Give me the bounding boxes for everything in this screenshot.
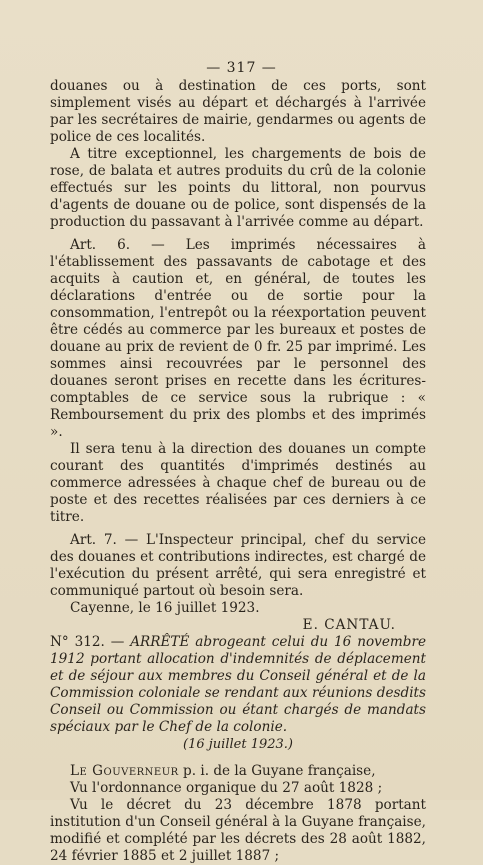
page-number: — 317 —	[206, 60, 277, 76]
paragraph-compte-courant: Il sera tenu à la direction des douanes un compte courant des quantités d'imprimés destinés au commerce adressées à chaque chef de bureau ou de poste et des recettes réalisées par ces derniers à ce titre.	[50, 441, 426, 525]
preamble-vu-decret: Vu le décret du 23 décembre 1878 portant institution d'un Conseil général à la Guyane française, modifié et complété par les décrets des 28 août 1882, 24 février 1885 et 2 juillet 1887 ;	[50, 797, 426, 864]
decree-heading	[50, 634, 426, 736]
signature: E. CANTAU.	[302, 617, 396, 633]
dateline: Cayenne, le 16 juillet 1923.	[70, 600, 260, 616]
decree-number: N° 312. —	[50, 634, 125, 650]
text-body	[50, 78, 426, 865]
paragraph-exception: A titre exceptionnel, les chargements de bois de rose, de balata et autres produits du crû de la colonie effectués sur les points du littoral, non pourvus d'agents de douane ou de police, sont dispensés de la production du passavant à l'arrivée comme au départ.	[50, 146, 426, 230]
governor-rest: p. i. de la Guyane française,	[178, 763, 376, 779]
governor-title: Le Gouverneur	[70, 763, 179, 779]
preamble-vu-ordonnance: Vu l'ordonnance organique du 27 août 1828 ;	[70, 780, 383, 796]
decree-title: ARRÊTÉ abrogeant celui du 16 novembre 1912 portant allocation d'indemnités de déplacement et de séjour aux membres du Conseil général et de la Commission coloniale se rendant aux réunions desdits Conseil ou Commission ou étant chargés de mandats spéciaux par le Chef de la colonie.	[50, 634, 427, 735]
decree-date: (16 juillet 1923.)	[183, 737, 293, 752]
preamble	[50, 763, 426, 865]
paragraph-article-7: Art. 7. — L'Inspecteur principal, chef du service des douanes et contributions indirectes, est chargé de l'exécution du présent arrêté, qui sera enregistré et communiqué partout où besoin sera.	[50, 532, 426, 599]
paragraph-continuation: douanes ou à destination de ces ports, sont simplement visés au départ et déchargés à l'arrivée par les secrétaires de mairie, gendarmes ou agents de police de ces localités.	[50, 78, 426, 145]
paragraph-article-6: Art. 6. — Les imprimés nécessaires à l'établissement des passavants de cabotage et des acquits à caution et, en général, de toutes les déclarations d'entrée ou de sortie pour la consommation, l'entrepôt ou la réexportation peuvent être cédés au commerce par les bureaux et postes de douane au prix de revient de 0 fr. 25 par imprimé. Les sommes ainsi recouvrées par le personnel des douanes seront prises en recette dans les écritures-comptables de ce service sous la rubrique : « Remboursement du prix des plombs et des imprimés ».	[50, 237, 426, 440]
preamble-governor	[50, 763, 426, 780]
